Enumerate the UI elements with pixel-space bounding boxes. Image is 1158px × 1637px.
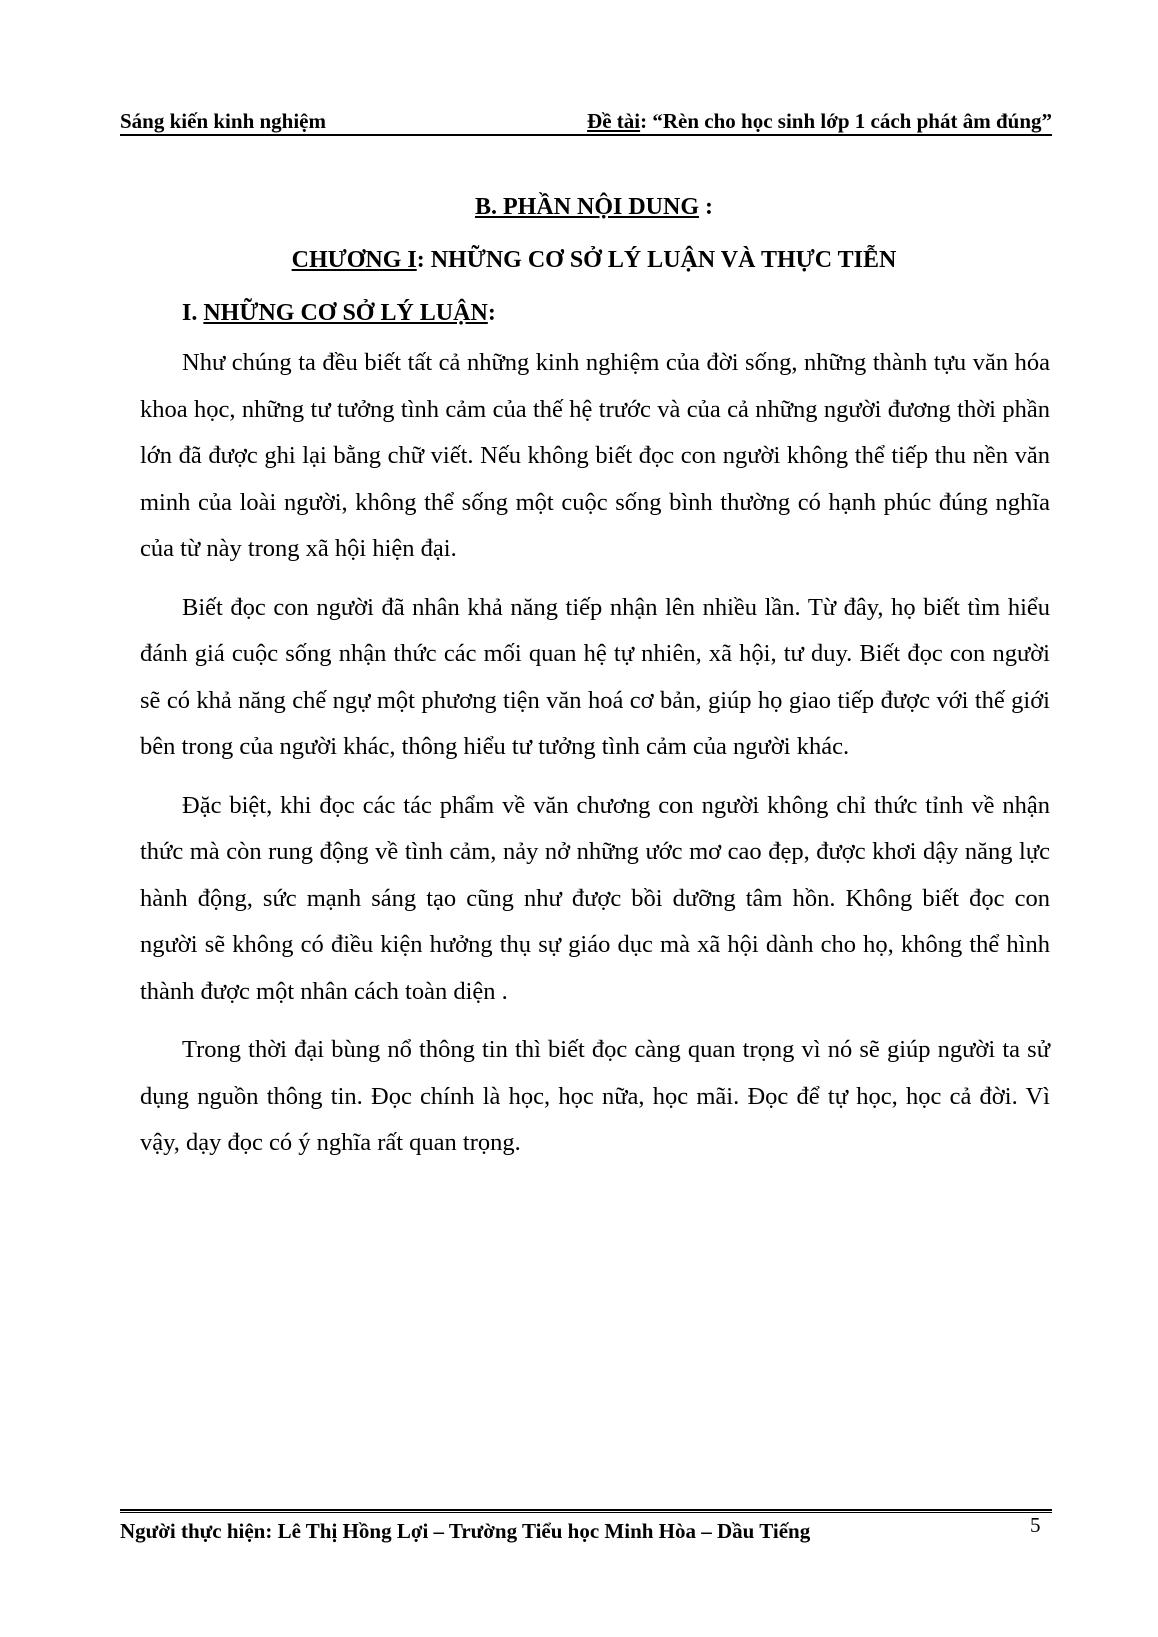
running-header [120, 108, 1052, 136]
chapter-title-text: : NHỮNG CƠ SỞ LÝ LUẬN VÀ THỰC TIỄN [416, 247, 897, 273]
header-right-text [587, 108, 1052, 134]
chapter-title [0, 245, 1158, 275]
subsection-prefix: I. [182, 300, 204, 326]
paragraph: Như chúng ta đều biết tất cả những kinh nghiệm của đời sống, những thành tựu văn hóa khoa học, những tư tưởng tình cảm của thế hệ trước và của cả những người đương thời phần lớn đã được ghi lại bằng chữ viết. Nếu không biết đọc con người không thể tiếp thu nền văn minh của loài người, không thể sống một cuộc sống bình thường có hạnh phúc đúng nghĩa của từ này trong xã hội hiện đại. [140, 349, 1050, 562]
header-left-text: Sáng kiến kinh nghiệm [120, 109, 327, 133]
paragraph: Trong thời đại bùng nổ thông tin thì biết đọc càng quan trọng vì nó sẽ giúp người ta sử dụng nguồn thông tin. Đọc chính là học, học nữa, học mãi. Đọc để tự học, học cả đời. Vì vậy, dạy đọc có ý nghĩa rất quan trọng. [140, 1036, 1050, 1156]
header-topic-label: Đề tài [587, 109, 641, 133]
page-number: 5 [1030, 1513, 1041, 1537]
section-title [0, 192, 1158, 222]
subsection-suffix: : [487, 300, 496, 326]
body-text [140, 340, 1050, 1179]
header-divider [120, 134, 1052, 136]
footer-author: Người thực hiện: Lê Thị Hồng Lợi – Trường Tiểu học Minh Hòa – Dầu Tiếng [120, 1519, 811, 1543]
section-title-suffix: : [699, 194, 713, 220]
subsection-title-text: NHỮNG CƠ SỞ LÝ LUẬN [203, 300, 488, 326]
subsection-title [182, 298, 496, 328]
footer-divider-thin [120, 1512, 1052, 1513]
section-title-text: B. PHẦN NỘI DUNG [474, 194, 699, 220]
paragraph: Đặc biệt, khi đọc các tác phẩm về văn chương con người không chỉ thức tỉnh về nhận thức mà còn rung động về tình cảm, nảy nở những ước mơ cao đẹp, được khơi dậy năng lực hành động, sức mạnh sáng tạo cũng như được bồi dưỡng tâm hồn. Không biết đọc con người sẽ không có điều kiện hưởng thụ sự giáo dục mà xã hội dành cho họ, không thể hình thành được một nhân cách toàn diện . [140, 791, 1050, 1005]
footer-divider [120, 1509, 1052, 1511]
header-topic-title: : “Rèn cho học sinh lớp 1 cách phát âm đúng” [640, 109, 1052, 133]
chapter-label: CHƯƠNG I [291, 247, 417, 273]
paragraph: Biết đọc con người đã nhân khả năng tiếp nhận lên nhiều lần. Từ đây, họ biết tìm hiểu đánh giá cuộc sống nhận thức các mối quan hệ tự nhiên, xã hội, tư duy. Biết đọc con người sẽ có khả năng chế ngự một phương tiện văn hoá cơ bản, giúp họ giao tiếp được với thế giới bên trong của người khác, thông hiểu tư tưởng tình cảm của người khác. [140, 593, 1050, 760]
